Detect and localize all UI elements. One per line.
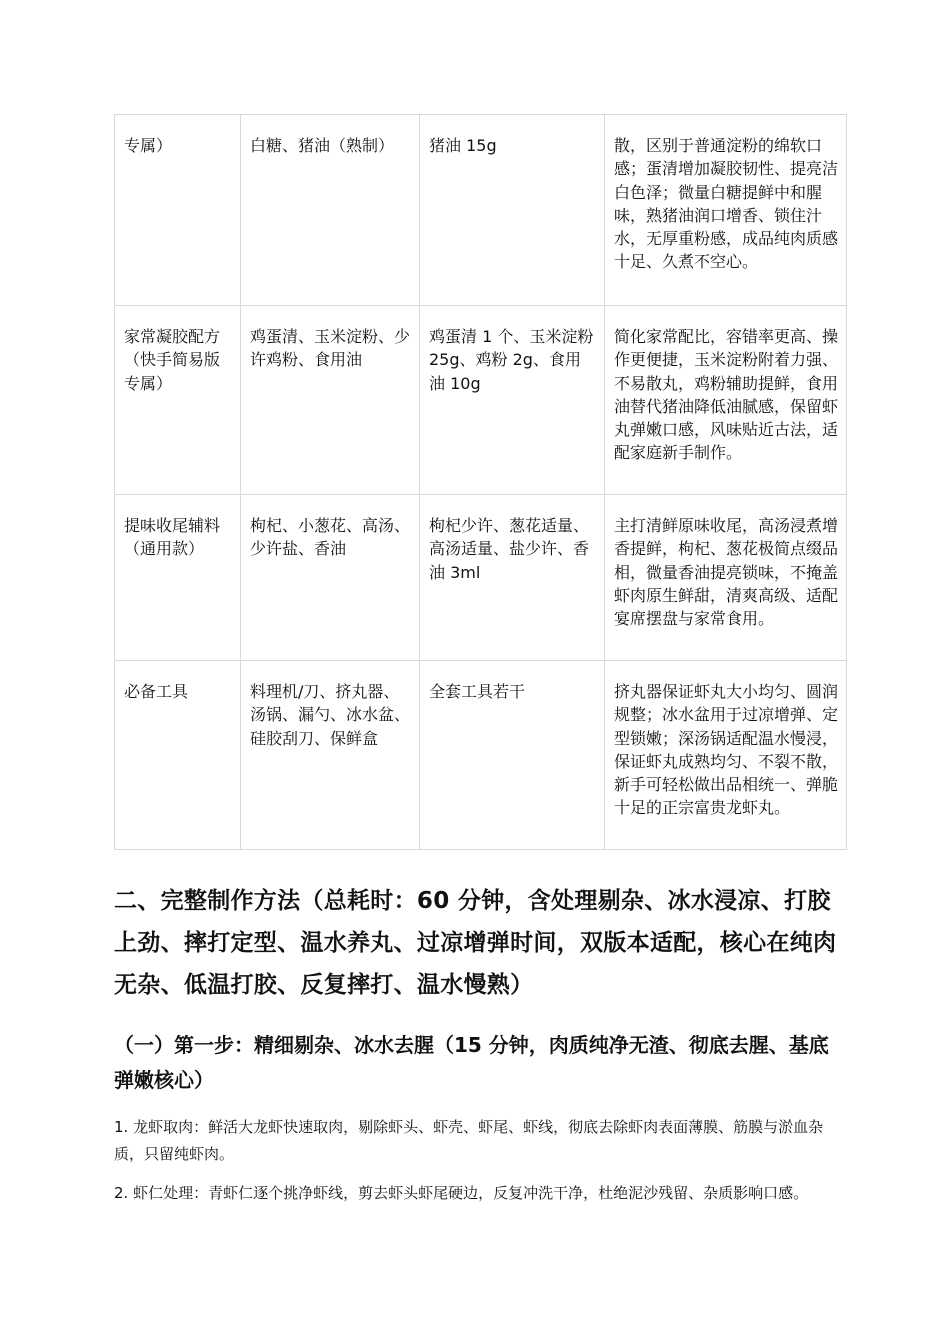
table-cell-amount: 枸杞少许、葱花适量、高汤适量、盐少许、香油 3ml bbox=[420, 495, 605, 661]
table-cell-notes: 主打清鲜原味收尾，高汤浸煮增香提鲜，枸杞、葱花极简点缀品相，微量香油提亮锁味，不掩盖虾肉原生鲜甜，清爽高级、适配宴席摆盘与家常食用。 bbox=[605, 495, 847, 661]
table-cell-category: 提味收尾辅料（通用款） bbox=[115, 495, 241, 661]
table-cell-amount: 鸡蛋清 1 个、玉米淀粉 25g、鸡粉 2g、食用油 10g bbox=[420, 306, 605, 495]
table-cell-notes: 挤丸器保证虾丸大小均匀、圆润规整；冰水盆用于过凉增弹、定型锁嫩；深汤锅适配温水慢浸，保证虾丸成熟均匀、不裂不散，新手可轻松做出品相统一、弹脆十足的正宗富贵龙虾丸。 bbox=[605, 661, 847, 850]
step-item: 1. 龙虾取肉：鲜活大龙虾快速取肉，剔除虾头、虾壳、虾尾、虾线，彻底去除虾肉表面薄膜、筋膜与淤血杂质，只留纯虾肉。 bbox=[114, 1118, 824, 1163]
section-heading: 二、完整制作方法（总耗时：60 分钟，含处理剔杂、冰水浸凉、打胶上劲、摔打定型、温水养丸、过凉增弹时间，双版本适配，核心在纯肉无杂、低温打胶、反复摔打、温水慢熟） bbox=[114, 888, 837, 998]
table-cell-ingredients: 白糖、猪油（熟制） bbox=[241, 115, 420, 306]
table-cell-notes: 散，区别于普通淀粉的绵软口感；蛋清增加凝胶韧性、提亮洁白色泽；微量白糖提鲜中和腥味，熟猪油润口增香、锁住汁水，无厚重粉感，成品纯肉质感十足、久煮不空心。 bbox=[605, 115, 847, 306]
table-row bbox=[115, 661, 847, 850]
table-cell-category: 家常凝胶配方（快手简易版专属） bbox=[115, 306, 241, 495]
step-item: 2. 虾仁处理：青虾仁逐个挑净虾线，剪去虾头虾尾硬边，反复冲洗干净，杜绝泥沙残留、杂质影响口感。 bbox=[114, 1184, 809, 1202]
ingredients-table bbox=[114, 114, 847, 850]
table-cell-amount: 猪油 15g bbox=[420, 115, 605, 306]
table-cell-notes: 简化家常配比，容错率更高、操作更便捷，玉米淀粉附着力强、不易散丸，鸡粉辅助提鲜，食用油替代猪油降低油腻感，保留虾丸弹嫩口感，风味贴近古法，适配家庭新手制作。 bbox=[605, 306, 847, 495]
table-cell-ingredients: 鸡蛋清、玉米淀粉、少许鸡粉、食用油 bbox=[241, 306, 420, 495]
step-heading: （一）第一步：精细剔杂、冰水去腥（15 分钟，肉质纯净无渣、彻底去腥、基底弹嫩核心） bbox=[114, 1033, 829, 1092]
table-cell-ingredients: 枸杞、小葱花、高汤、少许盐、香油 bbox=[241, 495, 420, 661]
table-row bbox=[115, 306, 847, 495]
table-cell-category: 必备工具 bbox=[115, 661, 241, 850]
table-cell-category: 专属） bbox=[115, 115, 241, 306]
table-row bbox=[115, 115, 847, 306]
table-cell-amount: 全套工具若干 bbox=[420, 661, 605, 850]
table-row bbox=[115, 495, 847, 661]
document-page bbox=[114, 114, 846, 1207]
table-cell-ingredients: 料理机/刀、挤丸器、汤锅、漏勺、冰水盆、硅胶刮刀、保鲜盒 bbox=[241, 661, 420, 850]
